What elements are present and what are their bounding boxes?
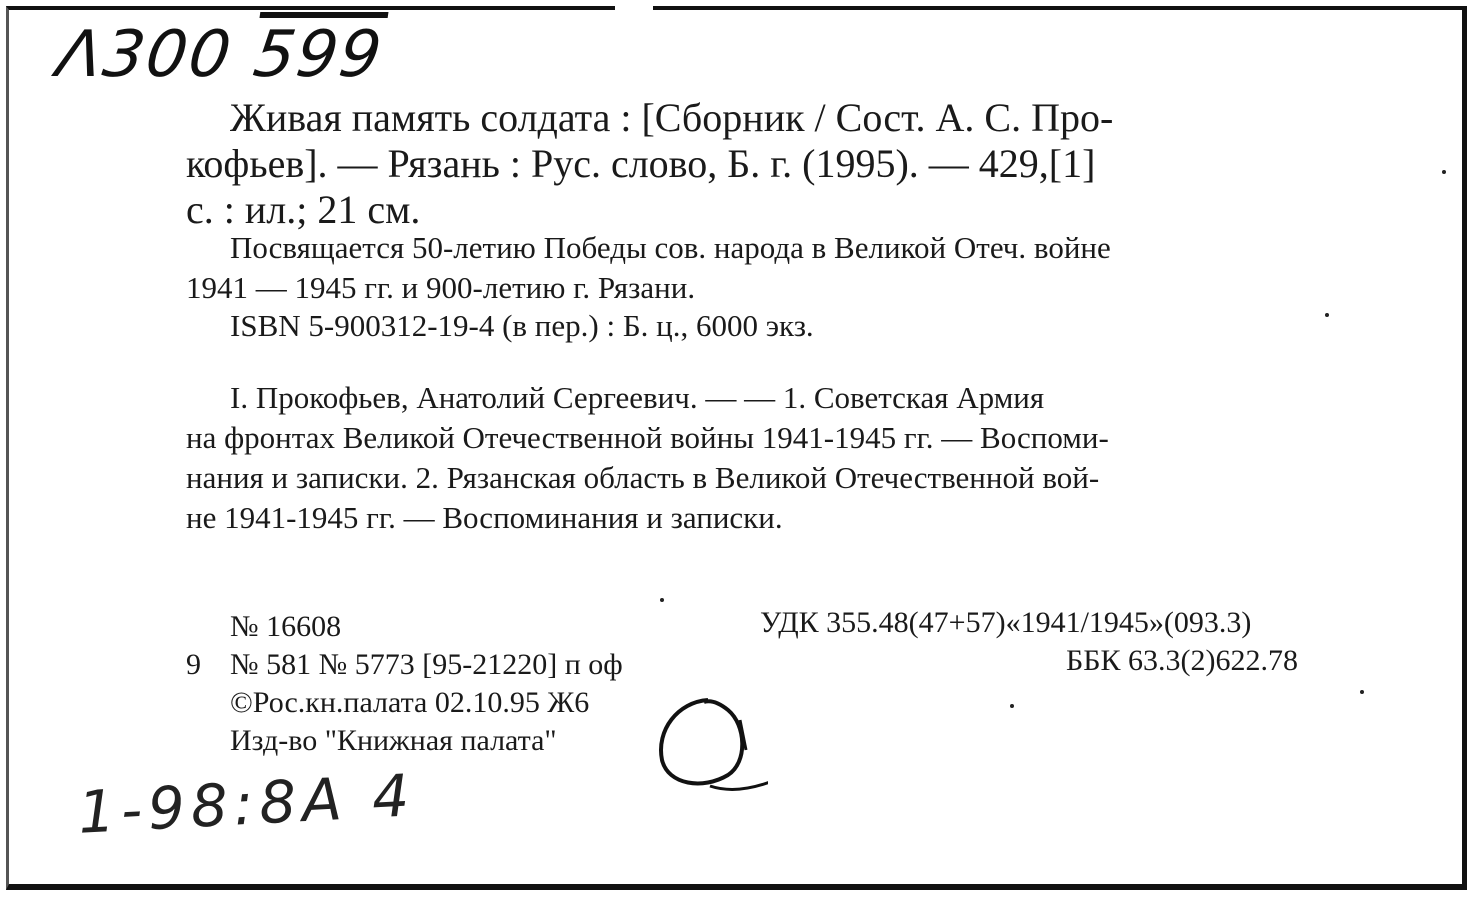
- handwritten-number-left: Λ300: [52, 18, 238, 92]
- card-border-gap: [615, 4, 653, 13]
- title-line-1: Живая память солдата : [Сборник / Сост. А. С. Про-: [230, 95, 1114, 140]
- footer-publisher: Изд-во "Книжная палата": [230, 724, 557, 757]
- subject-line-2: на фронтах Великой Отечественной войны 1941-1945 гг. — Воспоми-: [186, 420, 1109, 455]
- handwritten-shelf-code: 1-98:8A 4: [76, 761, 417, 847]
- circular-stamp-mark: [648, 690, 768, 800]
- handwritten-inventory-number: [53, 18, 388, 92]
- handwritten-number-right: 599: [249, 18, 388, 92]
- footer-number: № 16608: [230, 610, 342, 643]
- scan-speck: [1442, 170, 1446, 174]
- scan-speck: [1010, 704, 1014, 708]
- subject-line-1: I. Прокофьев, Анатолий Сергеевич. — — 1. Советская Армия: [230, 380, 1045, 415]
- bbk-code: ББК 63.3(2)622.78: [1066, 644, 1298, 677]
- scan-speck: [660, 598, 664, 602]
- title-line-3: с. : ил.; 21 см.: [186, 187, 421, 232]
- footer-codes: № 581 № 5773 [95-21220] п оф: [230, 648, 623, 681]
- note-line-2: 1941 — 1945 гг. и 900-летию г. Рязани.: [186, 270, 696, 305]
- note-line-1: Посвящается 50-летию Победы сов. народа в Великой Отеч. войне: [230, 230, 1111, 265]
- title-line-2: кофьев]. — Рязань : Рус. слово, Б. г. (1995). — 429,[1]: [186, 141, 1096, 186]
- subject-line-4: не 1941-1945 гг. — Воспоминания и записки.: [186, 500, 783, 535]
- isbn-line: ISBN 5-900312-19-4 (в пер.) : Б. ц., 6000 экз.: [230, 308, 814, 343]
- subject-line-3: нания и записки. 2. Рязанская область в Великой Отечественной вой-: [186, 460, 1100, 495]
- udk-code: УДК 355.48(47+57)«1941/1945»(093.3): [760, 606, 1252, 639]
- scan-speck: [1360, 690, 1364, 694]
- footer-copyright: ©Рос.кн.палата 02.10.95 Ж6: [230, 686, 590, 719]
- scan-speck: [1325, 313, 1329, 317]
- footer-prefix: 9: [186, 648, 201, 681]
